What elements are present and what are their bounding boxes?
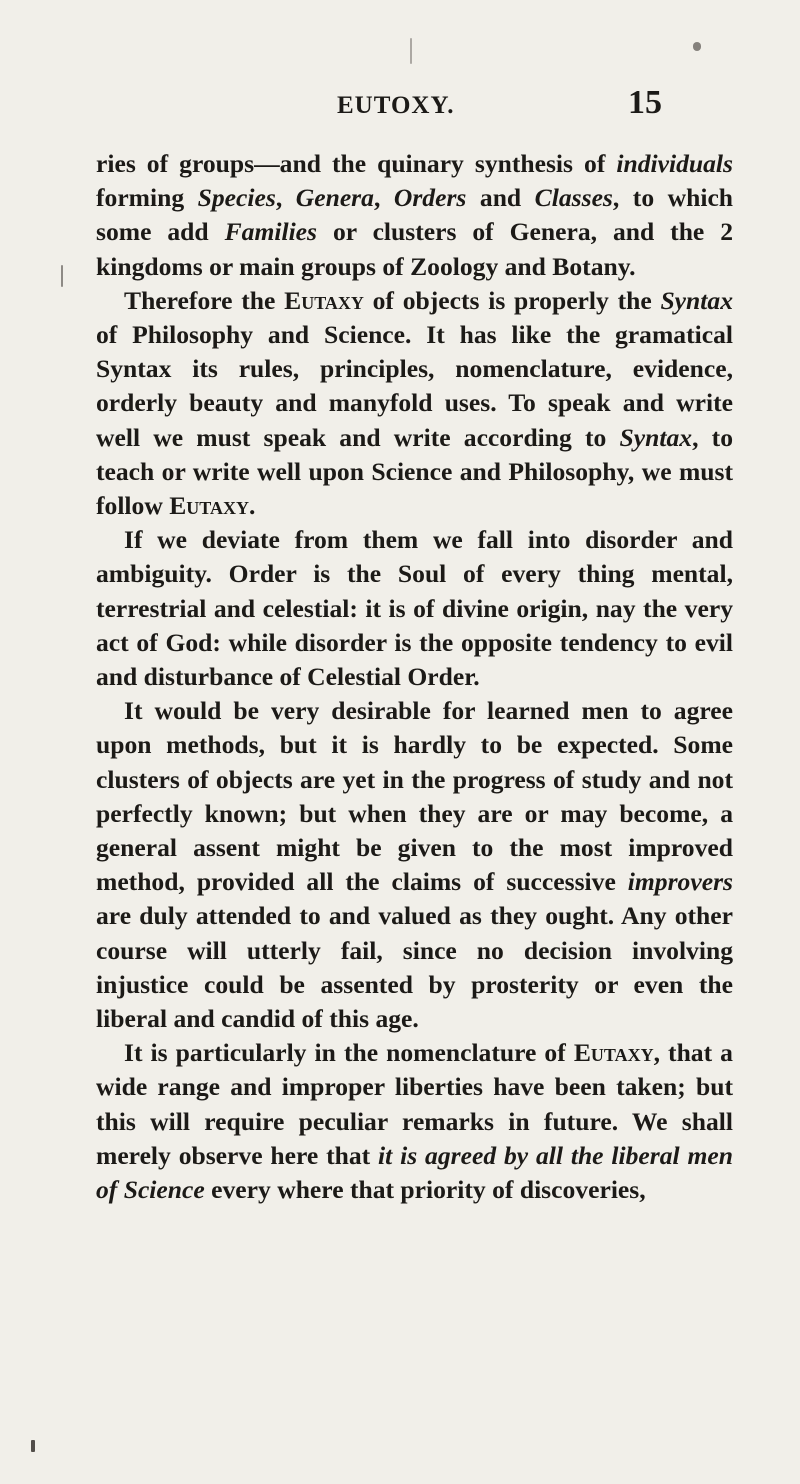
text-run: If we deviate from them we fall into disorder and ambiguity. Order is the Soul of every thing mental, terrestrial and celestial: it is of divine origin, nay the very act of God: while disorder is the opposite tendency to evil and disturbance of Celestial Order. bbox=[96, 525, 733, 692]
italic-text: individuals bbox=[616, 149, 733, 178]
text-run: or clusters of Genera, and the 2 kingdoms or main groups of Zoology and Botany. bbox=[96, 217, 734, 281]
page-header bbox=[0, 84, 800, 132]
text-run: forming bbox=[96, 183, 198, 213]
body-text bbox=[96, 147, 733, 1207]
small-caps-text: Eutaxy bbox=[573, 1038, 654, 1068]
margin-speck bbox=[693, 42, 701, 51]
page-number: 15 bbox=[628, 84, 662, 121]
paragraph-2 bbox=[96, 284, 733, 523]
margin-speck bbox=[410, 38, 412, 64]
text-run: Therefore the bbox=[124, 285, 285, 315]
paragraph-1 bbox=[96, 147, 733, 284]
text-run: . bbox=[248, 491, 256, 521]
text-run: , bbox=[373, 183, 394, 213]
text-run: every where that priority of discoveries, bbox=[204, 1175, 646, 1205]
text-run: , to which some add bbox=[96, 183, 734, 247]
running-title: EUTOXY. bbox=[337, 92, 455, 119]
italic-text: Orders bbox=[393, 183, 467, 213]
paragraph-5 bbox=[96, 1036, 733, 1207]
small-caps-text: Eutaxy bbox=[169, 491, 249, 521]
text-run: It is particularly in the nomenclature of bbox=[124, 1038, 574, 1068]
text-run: of objects is properly the bbox=[363, 285, 661, 315]
text-run: , to teach or write well upon Science and Philosophy, we must follow bbox=[96, 422, 734, 521]
italic-text: Families bbox=[224, 217, 318, 247]
italic-text: improvers bbox=[627, 867, 733, 897]
margin-speck bbox=[31, 1440, 35, 1452]
text-run: are duly attended to and valued as they ought. Any other course will utterly fail, since no decision involving injustice could be assented by prosterity or even the liberal and candid of this age. bbox=[96, 901, 733, 1034]
text-run: and bbox=[466, 183, 535, 213]
italic-text: Genera bbox=[295, 183, 374, 213]
text-run: , bbox=[275, 183, 296, 213]
text-run: of Philosophy and Science. It has like the gramatical Syntax its rules, principles, nomenclature, evidence, orderly beauty and manyfold uses. To speak and write well we must speak and write according to bbox=[96, 320, 733, 452]
margin-speck bbox=[61, 265, 63, 287]
text-run: It would be very desirable for learned men to agree upon methods, but it is hardly to be expected. Some clusters of objects are yet in the progress of study and not perfectly known; but when they are or may become, a general assent might be given to the most improved method, provided all the claims of successive bbox=[96, 696, 733, 897]
italic-text: Classes bbox=[534, 183, 613, 213]
italic-text: Syntax bbox=[619, 422, 693, 452]
italic-text: it is agreed by all the liberal men of Science bbox=[96, 1140, 733, 1205]
italic-text: Syntax bbox=[660, 285, 733, 315]
text-run: , that a wide range and improper liberties have been taken; but this will require peculiar remarks in future. We shall merely observe here that bbox=[96, 1038, 733, 1170]
text-run: ries of groups—and the quinary synthesis of bbox=[96, 149, 617, 178]
small-caps-text: Eutaxy bbox=[284, 285, 364, 315]
italic-text: Species bbox=[197, 183, 276, 213]
paragraph-3 bbox=[96, 523, 733, 694]
paragraph-4 bbox=[96, 694, 733, 1036]
